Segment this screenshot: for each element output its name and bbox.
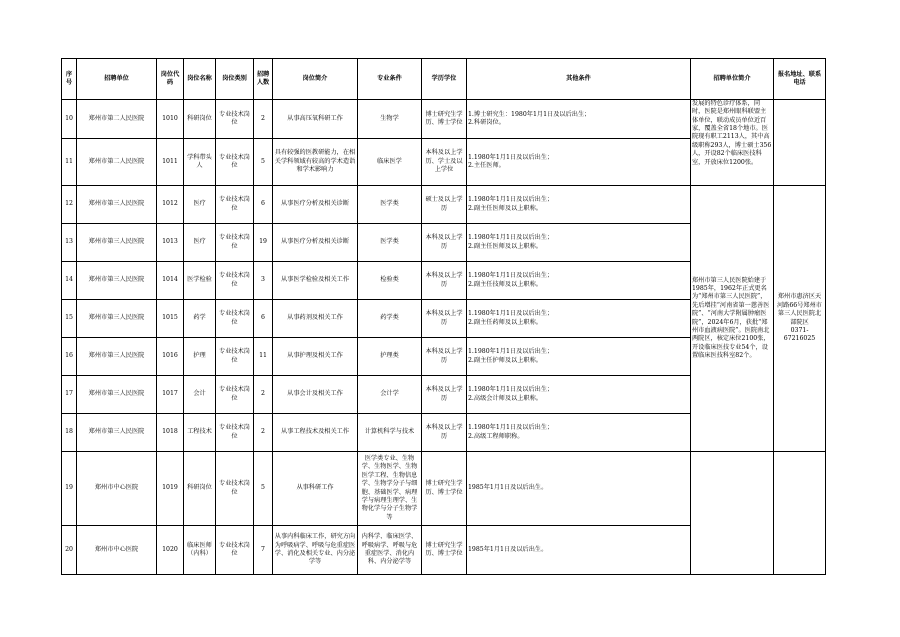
major-cell: 检验类 — [358, 262, 422, 300]
major-cell: 医学类 — [358, 186, 422, 224]
unit-cell: 郑州市第二人民医院 — [77, 100, 157, 139]
post-name-cell: 科研岗位 — [184, 100, 216, 139]
header-cell: 其他条件 — [467, 59, 691, 100]
post-category-cell: 专业技术岗位 — [216, 300, 254, 338]
post-category-cell: 专业技术岗位 — [216, 338, 254, 376]
other-conditions-cell: 1.1980年1月1日及以后出生； 2.副主任医师及以上职称。 — [467, 186, 691, 224]
major-cell: 护理类 — [358, 338, 422, 376]
post-code-cell: 1019 — [157, 452, 184, 526]
post-intro-cell: 从事高压氧科研工作 — [273, 100, 358, 139]
row-number-cell: 18 — [62, 414, 77, 452]
unit-cell: 郑州市第三人民医院 — [77, 262, 157, 300]
post-code-cell: 1013 — [157, 224, 184, 262]
post-intro-cell: 从事会计及相关工作 — [273, 376, 358, 414]
education-cell: 博士研究生学历、博士学位 — [422, 452, 467, 526]
row-number-cell: 17 — [62, 376, 77, 414]
unit-intro-cell-second-hospital: 发展的特色诊疗体系，同时，医院是郑州眼科联盟主体单位，联动成员单位近百家，覆盖全省18个地市。医院现有职工2113人，其中高级职称293人，博士硕士356人，开设82个临床医技科室，开放床位1200张。 — [691, 100, 774, 186]
post-intro-cell: 从事医疗分析及相关诊断 — [273, 186, 358, 224]
unit-cell: 郑州市中心医院 — [77, 526, 157, 575]
post-code-cell: 1018 — [157, 414, 184, 452]
major-cell: 内科学、临床医学、呼吸病学、呼吸与危重症医学、消化内科、内分泌学等 — [358, 526, 422, 575]
education-cell: 本科及以上学历 — [422, 376, 467, 414]
row-number-cell: 11 — [62, 139, 77, 186]
post-code-cell: 1020 — [157, 526, 184, 575]
headcount-cell: 19 — [254, 224, 273, 262]
post-category-cell: 专业技术岗位 — [216, 526, 254, 575]
row-number-cell: 15 — [62, 300, 77, 338]
major-cell: 医学类专业、生物学、生物医学、生物医学工程、生物信息学、生物学分子与细胞、基础医学、病理学与病理生理学、生物化学与分子生物学等 — [358, 452, 422, 526]
education-cell: 博士研究生学历、博士学位 — [422, 100, 467, 139]
header-cell: 招聘单位 — [77, 59, 157, 100]
post-code-cell: 1015 — [157, 300, 184, 338]
contact-cell-third-hospital: 郑州市惠济区天河路66号郑州市第三人民医院北部院区 0371-67216025 — [774, 186, 826, 452]
recruitment-table-sheet — [61, 58, 826, 575]
header-cell: 报名地址、联系电话 — [774, 59, 826, 100]
post-name-cell: 医疗 — [184, 186, 216, 224]
post-name-cell: 会计 — [184, 376, 216, 414]
unit-intro-cell-third-hospital: 郑州市第三人民医院始建于1985年，1962年正式更名为“郑州市第三人民医院”，先后增挂“河南省第一慈善医院”、“河南大学附属肿瘤医院”，2024年6月，获批“郑州市血液病医院”。医院南北两院区，核定床位2100张，开设临床医技专业54个，设置临床医技科室82个。 — [691, 186, 774, 452]
headcount-cell: 7 — [254, 526, 273, 575]
post-name-cell: 科研岗位 — [184, 452, 216, 526]
major-cell: 计算机科学与技术 — [358, 414, 422, 452]
headcount-cell: 2 — [254, 414, 273, 452]
post-name-cell: 护理 — [184, 338, 216, 376]
headcount-cell: 2 — [254, 100, 273, 139]
post-intro-cell: 从事药剂及相关工作 — [273, 300, 358, 338]
post-name-cell: 工程技术 — [184, 414, 216, 452]
post-code-cell: 1011 — [157, 139, 184, 186]
headcount-cell: 6 — [254, 300, 273, 338]
post-code-cell: 1016 — [157, 338, 184, 376]
row-number-cell: 16 — [62, 338, 77, 376]
table-row — [62, 452, 826, 526]
education-cell: 博士研究生学历、博士学位 — [422, 526, 467, 575]
other-conditions-cell: 1.1980年1月1日及以后出生； 2.主任医师。 — [467, 139, 691, 186]
header-cell: 专业条件 — [358, 59, 422, 100]
row-number-cell: 13 — [62, 224, 77, 262]
unit-cell: 郑州市第三人民医院 — [77, 414, 157, 452]
education-cell: 本科及以上学历 — [422, 224, 467, 262]
post-category-cell: 专业技术岗位 — [216, 100, 254, 139]
other-conditions-cell: 1985年1月1日及以后出生。 — [467, 526, 691, 575]
table-row — [62, 100, 826, 139]
row-number-cell: 10 — [62, 100, 77, 139]
post-intro-cell: 从事医疗分析及相关诊断 — [273, 224, 358, 262]
header-cell: 招聘人数 — [254, 59, 273, 100]
post-intro-cell: 具有较强的医教研能力，在相关学科领域有较高的学术造诣和学术影响力 — [273, 139, 358, 186]
post-code-cell: 1017 — [157, 376, 184, 414]
other-conditions-cell: 1.1980年1月1日及以后出生； 2.副主任药师及以上职称。 — [467, 300, 691, 338]
education-cell: 硕士及以上学历 — [422, 186, 467, 224]
headcount-cell: 11 — [254, 338, 273, 376]
header-cell: 序号 — [62, 59, 77, 100]
education-cell: 本科及以上学历 — [422, 414, 467, 452]
other-conditions-cell: 1985年1月1日及以后出生。 — [467, 452, 691, 526]
education-cell: 本科及以上学历 — [422, 338, 467, 376]
unit-cell: 郑州市中心医院 — [77, 452, 157, 526]
post-intro-cell: 从事医学检验及相关工作 — [273, 262, 358, 300]
headcount-cell: 5 — [254, 452, 273, 526]
headcount-cell: 5 — [254, 139, 273, 186]
header-cell: 学历学位 — [422, 59, 467, 100]
row-number-cell: 12 — [62, 186, 77, 224]
education-cell: 本科及以上学历 — [422, 262, 467, 300]
major-cell: 会计学 — [358, 376, 422, 414]
row-number-cell: 14 — [62, 262, 77, 300]
unit-cell: 郑州市第三人民医院 — [77, 224, 157, 262]
unit-cell: 郑州市第三人民医院 — [77, 300, 157, 338]
post-name-cell: 医学检验 — [184, 262, 216, 300]
post-code-cell: 1014 — [157, 262, 184, 300]
major-cell: 临床医学 — [358, 139, 422, 186]
post-category-cell: 专业技术岗位 — [216, 139, 254, 186]
major-cell: 药学类 — [358, 300, 422, 338]
unit-cell: 郑州市第二人民医院 — [77, 139, 157, 186]
post-code-cell: 1010 — [157, 100, 184, 139]
post-category-cell: 专业技术岗位 — [216, 414, 254, 452]
unit-cell: 郑州市第三人民医院 — [77, 338, 157, 376]
other-conditions-cell: 1.博士研究生：1980年1月1日及以后出生； 2.科研岗位。 — [467, 100, 691, 139]
headcount-cell: 3 — [254, 262, 273, 300]
contact-cell-central-hospital — [774, 452, 826, 575]
unit-intro-cell-central-hospital — [691, 452, 774, 575]
header-cell: 岗位名称 — [184, 59, 216, 100]
post-name-cell: 临床医师（内科） — [184, 526, 216, 575]
unit-cell: 郑州市第三人民医院 — [77, 186, 157, 224]
row-number-cell: 19 — [62, 452, 77, 526]
header-cell: 岗位代码 — [157, 59, 184, 100]
header-row — [62, 59, 826, 100]
headcount-cell: 2 — [254, 376, 273, 414]
other-conditions-cell: 1.1980年1月1日及以后出生； 2.高级会计师及以上职称。 — [467, 376, 691, 414]
post-code-cell: 1012 — [157, 186, 184, 224]
other-conditions-cell: 1.1980年1月1日及以后出生； 2.副主任技师及以上职称。 — [467, 262, 691, 300]
post-intro-cell: 从事工程技术及相关工作 — [273, 414, 358, 452]
table-body — [62, 100, 826, 575]
header-cell: 岗位类别 — [216, 59, 254, 100]
other-conditions-cell: 1.1980年1月1日及以后出生； 2.高级工程师职称。 — [467, 414, 691, 452]
table-row — [62, 186, 826, 224]
post-category-cell: 专业技术岗位 — [216, 186, 254, 224]
other-conditions-cell: 1.1980年1月1日及以后出生； 2.副主任医师及以上职称。 — [467, 224, 691, 262]
education-cell: 本科及以上学历 — [422, 300, 467, 338]
headcount-cell: 6 — [254, 186, 273, 224]
post-intro-cell: 从事内科临床工作，研究方向为呼吸病学、呼吸与危重症医学、消化及相关专业、内分泌学等 — [273, 526, 358, 575]
header-cell: 岗位简介 — [273, 59, 358, 100]
unit-cell: 郑州市第三人民医院 — [77, 376, 157, 414]
post-intro-cell: 从事科研工作 — [273, 452, 358, 526]
header-cell: 招聘单位简介 — [691, 59, 774, 100]
recruitment-table — [61, 58, 826, 575]
other-conditions-cell: 1.1980年1月1日及以后出生； 2.副主任护师及以上职称。 — [467, 338, 691, 376]
post-name-cell: 医疗 — [184, 224, 216, 262]
post-category-cell: 专业技术岗位 — [216, 452, 254, 526]
post-name-cell: 药学 — [184, 300, 216, 338]
education-cell: 本科及以上学历、学士及以上学位 — [422, 139, 467, 186]
post-category-cell: 专业技术岗位 — [216, 376, 254, 414]
post-category-cell: 专业技术岗位 — [216, 224, 254, 262]
major-cell: 生物学 — [358, 100, 422, 139]
row-number-cell: 20 — [62, 526, 77, 575]
post-intro-cell: 从事护理及相关工作 — [273, 338, 358, 376]
post-category-cell: 专业技术岗位 — [216, 262, 254, 300]
major-cell: 医学类 — [358, 224, 422, 262]
post-name-cell: 学科带头人 — [184, 139, 216, 186]
contact-cell-second-hospital — [774, 100, 826, 186]
